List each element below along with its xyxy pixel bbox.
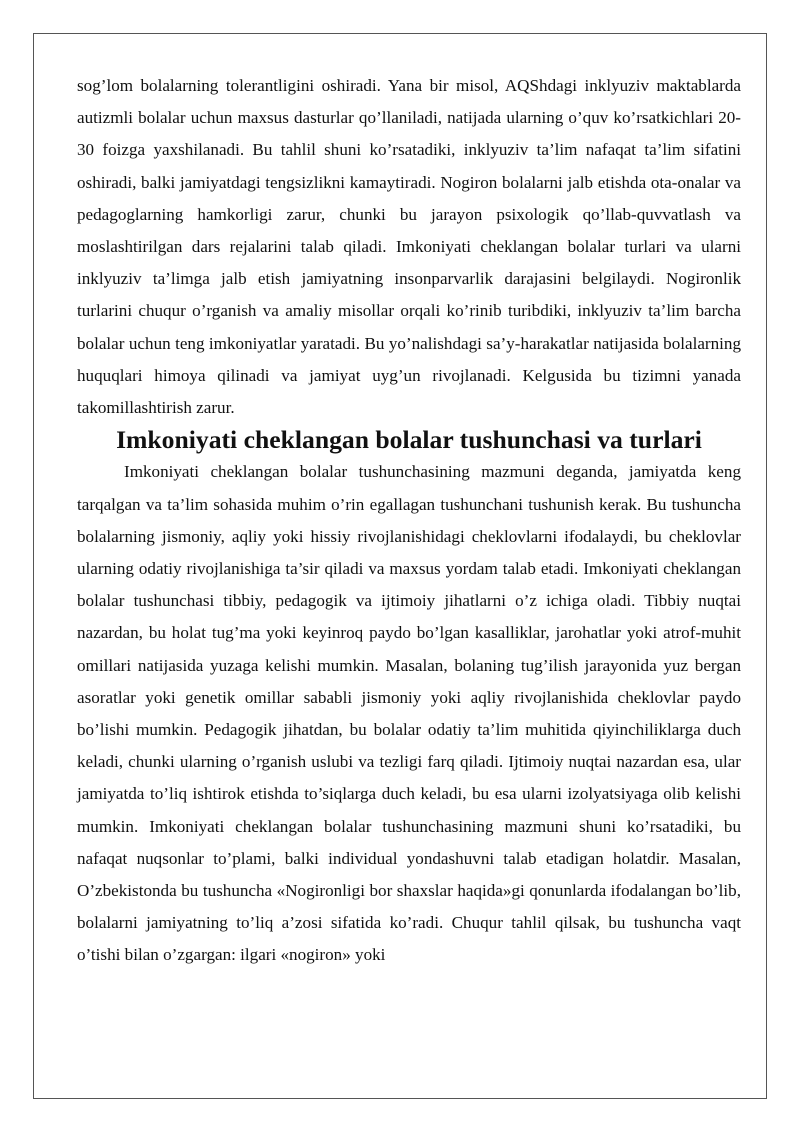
document-body — [77, 70, 741, 972]
body-paragraph: Imkoniyati cheklangan bolalar tushunchasining mazmuni deganda, jamiyatda keng tarqalgan va ta’lim sohasida muhim o’rin egallagan tushunchani tushunish kerak. Bu tushuncha bolalarning jismoniy, aqliy yoki hissiy rivojlanishidagi cheklovlarni ifodalaydi, bu cheklovlar ularning odatiy rivojlanishiga ta’sir qiladi va maxsus yordam talab etadi. Imkoniyati cheklangan bolalar tushunchasi tibbiy, pedagogik va ijtimoiy jihatlarni o’z ichiga oladi. Tibbiy nuqtai nazardan, bu holat tug’ma yoki keyinroq paydo bo’lgan kasalliklar, jarohatlar yoki atrof-muhit omillari natijasida yuzaga kelishi mumkin. Masalan, bolaning tug’ilish jarayonida yuz bergan asoratlar yoki genetik omillar sababli jismoniy yoki aqliy rivojlanishida cheklovlar paydo bo’lishi mumkin. Pedagogik jihatdan, bu bolalar odatiy ta’lim muhitida qiyinchiliklarga duch keladi, chunki ularning o’rganish uslubi va tezligi farq qiladi. Ijtimoiy nuqtai nazardan esa, ular jamiyatda to’liq ishtirok etishda to’siqlarga duch keladi, bu esa ularni izolyatsiyaga olib kelishi mumkin. Imkoniyati cheklangan bolalar tushunchasining mazmuni shuni ko’rsatadiki, bu nafaqat nuqsonlar to’plami, balki individual yondashuvni talab etadigan holatdir. Masalan, O’zbekistonda bu tushuncha «Nogironligi bor shaxslar haqida»gi qonunlarda ifodalangan bo’lib, bolalarni jamiyatning to’liq a’zosi sifatida ko’radi. Chuqur tahlil qilsak, bu tushuncha vaqt o’tishi bilan o’zgargan: ilgari «nogiron» yoki — [77, 462, 741, 965]
section-heading: Imkoniyati cheklangan bolalar tushunchasi va turlari — [116, 425, 702, 455]
body-paragraph-continued: sog’lom bolalarning tolerantligini oshiradi. Yana bir misol, AQShdagi inklyuziv maktablarda autizmli bolalar uchun maxsus dasturlar qo’llaniladi, natijada ularning o’quv ko’rsatkichlari 20-30 foizga yaxshilanadi. Bu tahlil shuni ko’rsatadiki, inklyuziv ta’lim nafaqat ta’lim sifatini oshiradi, balki jamiyatdagi tengsizlikni kamaytiradi. Nogiron bolalarni jalb etishda ota-onalar va pedagoglarning hamkorligi zarur, chunki bu jarayon psixologik qo’llab-quvvatlash va moslashtirilgan dars rejalarini talab qiladi. Imkoniyati cheklangan bolalar turlari va ularni inklyuziv ta’limga jalb etish jamiyatning insonparvarlik darajasini belgilaydi. Nogironlik turlarini chuqur o’rganish va amaliy misollar orqali ko’rinib turibdiki, inklyuziv ta’lim barcha bolalar uchun teng imkoniyatlar yaratadi. Bu yo’nalishdagi sa’y-harakatlar natijasida bolalarning huquqlari himoya qilinadi va jamiyat uyg’un rivojlanadi. Kelgusida bu tizimni yanada takomillashtirish zarur. — [77, 76, 741, 418]
